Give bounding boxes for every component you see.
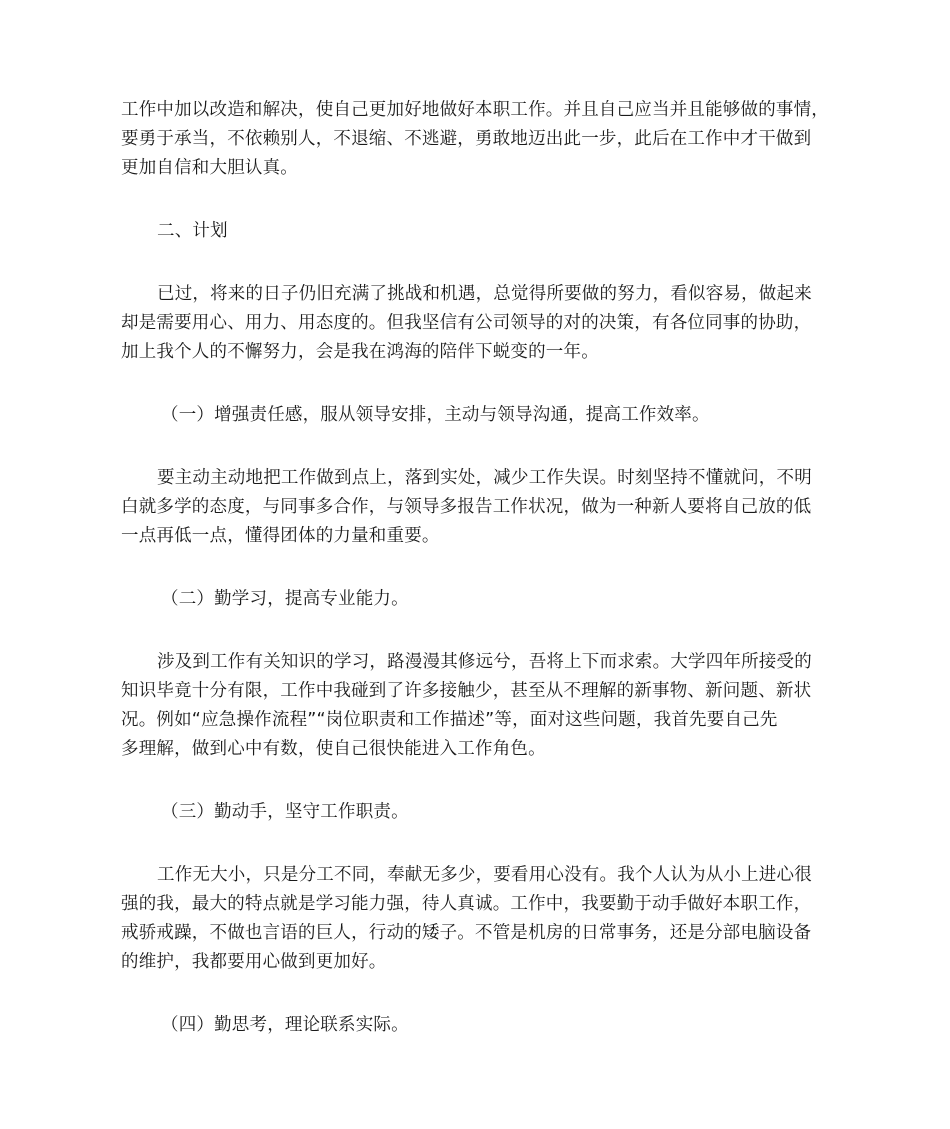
paragraph-one <box>121 464 833 551</box>
heading-text: 二、计划 <box>157 221 228 241</box>
text-line: 知识毕竟十分有限，工作中我碰到了许多接触少，甚至从不理解的新事物、新问题、新状 <box>121 681 812 701</box>
text-line: 强的我，最大的特点就是学习能力强，待人真诚。工作中，我要勤于动手做好本职工作， <box>121 894 812 914</box>
text-line: 涉及到工作有关知识的学习，路漫漫其修远兮，吾将上下而求索。大学四年所接受的 <box>157 652 812 672</box>
text-line: 一点再低一点，懂得团体的力量和重要。 <box>121 526 440 546</box>
text-line: 要勇于承当，不依赖别人，不退缩、不逃避，勇敢地迈出此一步，此后在工作中才干做到 <box>121 129 812 149</box>
text-line: 要主动主动地把工作做到点上，落到实处，减少工作失误。时刻坚持不懂就问，不明 <box>157 468 812 488</box>
text-line: 加上我个人的不懈努力，会是我在鸿海的陪伴下蜕变的一年。 <box>121 342 599 362</box>
paragraph-continuation <box>121 96 833 183</box>
text-line: 白就多学的态度，与同事多合作，与领导多报告工作状况，做为一种新人要将自己放的低 <box>121 497 812 517</box>
heading-text: （四）勤思考，理论联系实际。 <box>161 1015 409 1035</box>
text-line: 已过，将来的日子仍旧充满了挑战和机遇，总觉得所要做的努力，看似容易，做起来 <box>157 284 812 304</box>
text-line: 更加自信和大胆认真。 <box>121 158 298 178</box>
subheading-two <box>121 585 833 614</box>
subheading-three <box>121 798 833 827</box>
section-heading-plan <box>121 217 833 246</box>
text-line: 戒骄戒躁，不做也言语的巨人，行动的矮子。不管是机房的日常事务，还是分部电脑设备 <box>121 923 812 943</box>
text-line: 况。例如“应急操作流程”“岗位职责和工作描述”等，面对这些问题，我首先要自己先 <box>121 710 778 730</box>
text-line: 多理解，做到心中有数，使自己很快能进入工作角色。 <box>121 739 546 759</box>
text-line: 却是需要用心、用力、用态度的。但我坚信有公司领导的对的决策，有各位同事的协助， <box>121 313 812 333</box>
heading-text: （一）增强责任感，服从领导安排，主动与领导沟通，提高工作效率。 <box>161 405 710 425</box>
subheading-four <box>121 1011 833 1040</box>
document-page <box>121 96 833 1040</box>
heading-text: （三）勤动手，坚守工作职责。 <box>161 802 409 822</box>
text-line: 工作无大小，只是分工不同，奉献无多少，要看用心没有。我个人认为从小上进心很 <box>157 865 812 885</box>
paragraph-plan-intro <box>121 280 833 367</box>
paragraph-three <box>121 861 833 977</box>
text-line: 的维护，我都要用心做到更加好。 <box>121 952 387 972</box>
subheading-one <box>121 401 833 430</box>
text-line: 工作中加以改造和解决，使自己更加好地做好本职工作。并且自己应当并且能够做的事情， <box>121 100 829 120</box>
paragraph-two <box>121 648 833 764</box>
heading-text: （二）勤学习，提高专业能力。 <box>161 589 409 609</box>
